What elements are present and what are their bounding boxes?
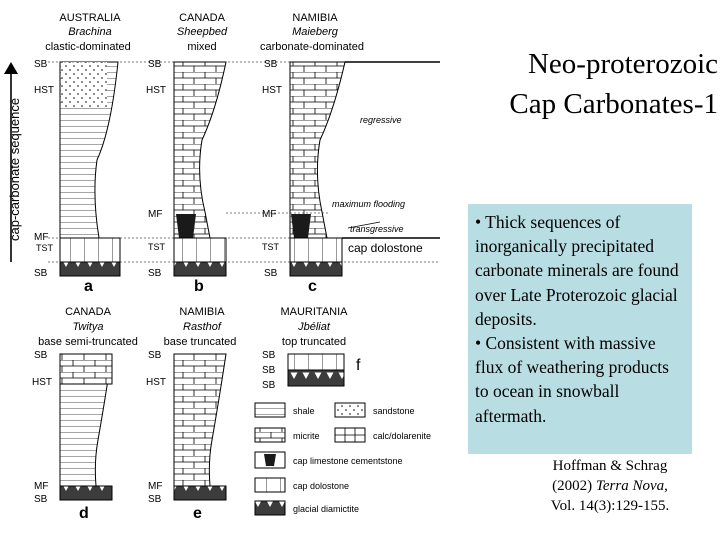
legend-shale-swatch [255,403,285,417]
column-f-formation: Jbéliat [298,321,330,333]
cap-dolostone-label: cap dolostone [348,241,423,255]
column-d [32,306,138,522]
column-e [146,306,236,522]
hst-label-d: HST [32,377,52,388]
column-b-cap-limestone [176,214,196,238]
legend-cap-dolostone-label: cap dolostone [293,481,350,491]
sb-label-f-3: SB [262,380,276,391]
column-f-type: top truncated [281,336,347,348]
legend-diamictite-label: glacial diamictite [293,504,360,514]
column-a-type: clastic-dominated [45,41,131,53]
column-b-carbonate-body [174,62,226,238]
column-f-cap-dolostone [288,354,344,370]
tst-label-a: TST [36,243,53,253]
axis-label: cap-carbonate sequence [7,97,22,241]
slide-title-line-1: Neo-proterozoic [527,48,718,80]
column-c-letter: c [308,278,317,295]
column-e-country: NAMIBIA [179,306,225,318]
column-c-diamictite [290,262,342,276]
column-d-upper-micrite [60,354,112,384]
column-b [146,12,228,295]
column-c-carbonate-body [290,62,345,238]
transgressive-label: transgressive [350,224,404,234]
column-c-country: NAMIBIA [292,12,338,24]
column-c-cap-limestone [291,214,311,238]
column-b-country: CANADA [179,12,225,24]
column-a-formation: Brachina [68,26,112,38]
legend-cap-dolostone-swatch [255,478,285,492]
legend [255,403,431,515]
column-e-formation: Rasthof [183,321,221,333]
hst-label-e: HST [146,377,166,388]
column-a-cap-dolostone [60,238,120,262]
sb-label-e-bottom: SB [148,494,162,505]
column-e-letter: e [193,505,202,522]
sb-label-d-top: SB [34,350,48,361]
sb-label-f-1: SB [262,350,276,361]
citation-details: Vol. 14(3):129-155. [550,498,670,514]
maximum-flooding-label: maximum flooding [332,199,406,209]
column-e-carbonate-body [174,354,226,486]
column-e-type: base truncated [163,336,237,348]
column-f-letter: f [356,357,361,374]
sb-label-a-bottom: SB [34,268,48,279]
legend-sandstone-swatch [335,403,365,417]
citation-year: (2002) [552,478,593,494]
column-f [262,306,361,391]
column-d-formation: Twitya [72,321,104,333]
tst-label-b: TST [148,242,165,252]
mf-label-b: MF [148,209,163,220]
legend-micrite-label: micrite [293,431,320,441]
legend-calcidolarenite-label: calc/dolarenite [373,431,432,441]
citation-journal: Terra Nova [595,478,665,494]
sb-label-d-bottom: SB [34,494,48,505]
bullet-box [468,204,692,454]
bullet-item-1: • Thick sequences of inorganically precipitated carbonate minerals are found over Late Proterozoic glacial deposits. [475,212,679,329]
hst-label-a: HST [34,85,54,96]
column-f-country: MAURITANIA [280,306,348,318]
column-c-formation: Maieberg [292,26,338,38]
hst-label-c: HST [262,85,282,96]
legend-diamictite-swatch [255,501,285,515]
mf-label-d: MF [34,481,49,492]
column-b-formation: Sheepbed [176,26,228,38]
column-a [34,12,131,295]
column-b-cap-dolostone [174,238,226,262]
column-b-type: mixed [187,41,217,53]
column-a-country: AUSTRALIA [59,12,121,24]
citation-source: (2002) Terra Nova, [552,478,668,494]
column-d-type: base semi-truncated [38,336,138,348]
sb-label-a-top: SB [34,59,48,70]
sb-label-c-bottom: SB [264,268,278,279]
column-d-diamictite [60,486,112,500]
column-b-diamictite [174,262,226,276]
column-a-diamictite [60,262,120,276]
column-c-type: carbonate-dominated [260,41,364,53]
column-e-diamictite [174,486,226,500]
sb-label-b-bottom: SB [148,268,162,279]
legend-cap-limestone-label: cap limestone cementstone [293,456,403,466]
sb-label-f-2: SB [262,365,276,376]
legend-sandstone-label: sandstone [373,406,415,416]
column-d-country: CANADA [65,306,111,318]
column-f-diamictite [288,370,344,386]
column-d-letter: d [79,505,89,522]
citation [520,456,700,516]
sequence-axis [4,62,22,262]
column-a-letter: a [84,278,93,295]
legend-shale-label: shale [293,406,315,416]
mf-label-e: MF [148,481,163,492]
mf-label-c: MF [262,209,277,220]
legend-micrite-swatch [255,428,285,442]
regressive-label: regressive [360,115,402,125]
tst-label-c: TST [262,242,279,252]
column-a-sandstone [61,62,107,108]
slide-title-line-2: Cap Carbonates-1 [509,88,718,120]
column-b-letter: b [194,278,204,295]
slide-title [450,44,718,124]
sb-label-e-top: SB [148,350,162,361]
column-c-cap-dolostone [290,238,342,262]
hst-label-b: HST [146,85,166,96]
sb-label-b-top: SB [148,59,162,70]
bullet-item-2: • Consistent with massive flux of weathering products to ocean in snowball aftermath. [475,333,669,426]
citation-authors: Hoffman & Schrag [552,458,668,474]
mf-label-a: MF [34,232,49,243]
sb-label-c-top: SB [264,59,278,70]
